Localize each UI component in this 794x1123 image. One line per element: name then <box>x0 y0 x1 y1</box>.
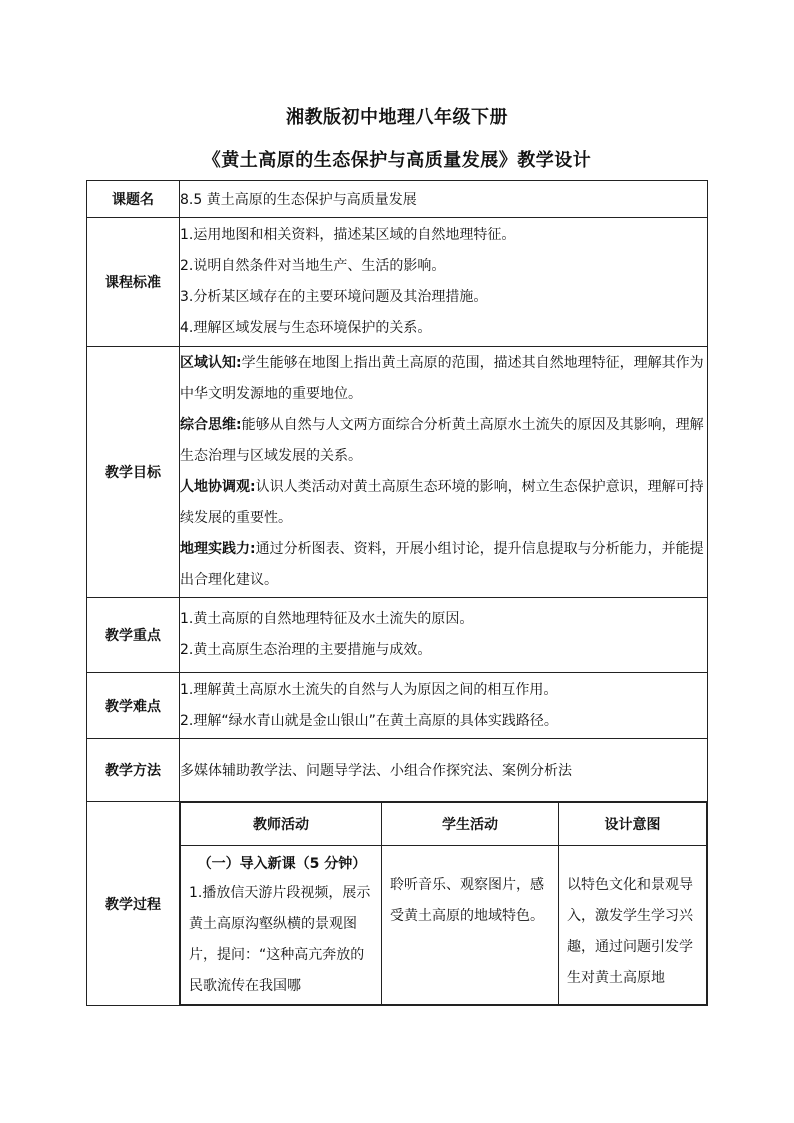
standard-item: 3.分析某区域存在的主要环境问题及其治理措施。 <box>180 289 488 305</box>
document-title-line2: 《黄土高原的生态保护与高质量发展》教学设计 <box>202 150 592 171</box>
row-standard <box>87 218 708 347</box>
student-activity <box>382 846 559 1005</box>
label-topic: 课题名 <box>87 181 180 218</box>
label-process: 教学过程 <box>87 802 180 1006</box>
difficulty-item: 1.理解黄土高原水土流失的自然与人为原因之间的相互作用。 <box>180 681 558 698</box>
goal-head: 综合思维: <box>180 417 242 433</box>
goal-item <box>180 410 707 472</box>
value-goals <box>180 347 708 598</box>
header-teacher: 教师活动 <box>181 803 382 846</box>
label-standard: 课程标准 <box>87 218 180 347</box>
difficulty-item: 2.理解“绿水青山就是金山银山”在黄土高原的具体实践路径。 <box>180 712 558 729</box>
row-goals <box>87 347 708 598</box>
goal-text: 认识人类活动对黄土高原生态环境的影响，树立生态保护意识，理解可持续发展的重要性。 <box>180 479 704 526</box>
lesson-plan-table <box>86 180 708 1006</box>
key-point-item: 1.黄土高原的自然地理特征及水土流失的原因。 <box>180 611 474 627</box>
label-key-points: 教学重点 <box>87 598 180 673</box>
value-methods: 多媒体辅助教学法、问题导学法、小组合作探究法、案例分析法 <box>180 739 708 802</box>
teacher-activity <box>181 846 382 1005</box>
goal-text: 学生能够在地图上指出黄土高原的范围，描述其自然地理特征，理解其作为中华文明发源地的重要地位。 <box>180 355 704 402</box>
teacher-activity-text: 1.播放信天游片段视频，展示黄土高原沟壑纵横的景观图片，提问：“这种高亢奔放的民歌流传在我国哪 <box>189 885 371 994</box>
value-topic: 8.5 黄土高原的生态保护与高质量发展 <box>180 181 708 218</box>
standard-item: 2.说明自然条件对当地生产、生活的影响。 <box>180 258 446 274</box>
process-header-row <box>181 803 707 846</box>
row-difficulties <box>87 673 708 739</box>
process-cell <box>180 802 708 1006</box>
section-title: （一）导入新课（5 分钟） <box>197 856 367 872</box>
goal-text: 通过分析图表、资料，开展小组讨论，提升信息提取与分析能力，并能提出合理化建议。 <box>180 541 704 588</box>
standard-item: 4.理解区域发展与生态环境保护的关系。 <box>180 320 432 336</box>
design-intent-text: 以特色文化和景观导入，激发学生学习兴趣，通过问题引发学生对黄土高原地 <box>567 877 693 986</box>
goal-head: 地理实践力: <box>180 541 256 557</box>
key-point-item: 2.黄土高原生态治理的主要措施与成效。 <box>180 642 432 658</box>
row-process <box>87 802 708 1006</box>
label-difficulties: 教学难点 <box>87 673 180 739</box>
student-activity-text: 聆听音乐、观察图片，感受黄土高原的地域特色。 <box>390 877 544 924</box>
header-student: 学生活动 <box>382 803 559 846</box>
row-topic <box>87 181 708 218</box>
process-subtable <box>180 802 707 1005</box>
label-goals: 教学目标 <box>87 347 180 598</box>
label-methods: 教学方法 <box>87 739 180 802</box>
document-title-line1: 湘教版初中地理八年级下册 <box>286 107 508 128</box>
goal-item <box>180 534 707 596</box>
goal-item <box>180 472 707 534</box>
process-body-row <box>181 846 707 1005</box>
value-standard <box>180 218 708 347</box>
value-difficulties <box>180 673 708 739</box>
goal-text: 能够从自然与人文两方面综合分析黄土高原水土流失的原因及其影响，理解生态治理与区域发展的关系。 <box>180 417 704 464</box>
row-methods <box>87 739 708 802</box>
header-intent: 设计意图 <box>559 803 707 846</box>
goal-head: 区域认知: <box>180 355 242 371</box>
value-key-points <box>180 598 708 673</box>
design-intent <box>559 846 707 1005</box>
standard-item: 1.运用地图和相关资料，描述某区域的自然地理特征。 <box>180 227 516 243</box>
goal-head: 人地协调观: <box>180 479 256 495</box>
row-key-points <box>87 598 708 673</box>
goal-item <box>180 348 707 410</box>
